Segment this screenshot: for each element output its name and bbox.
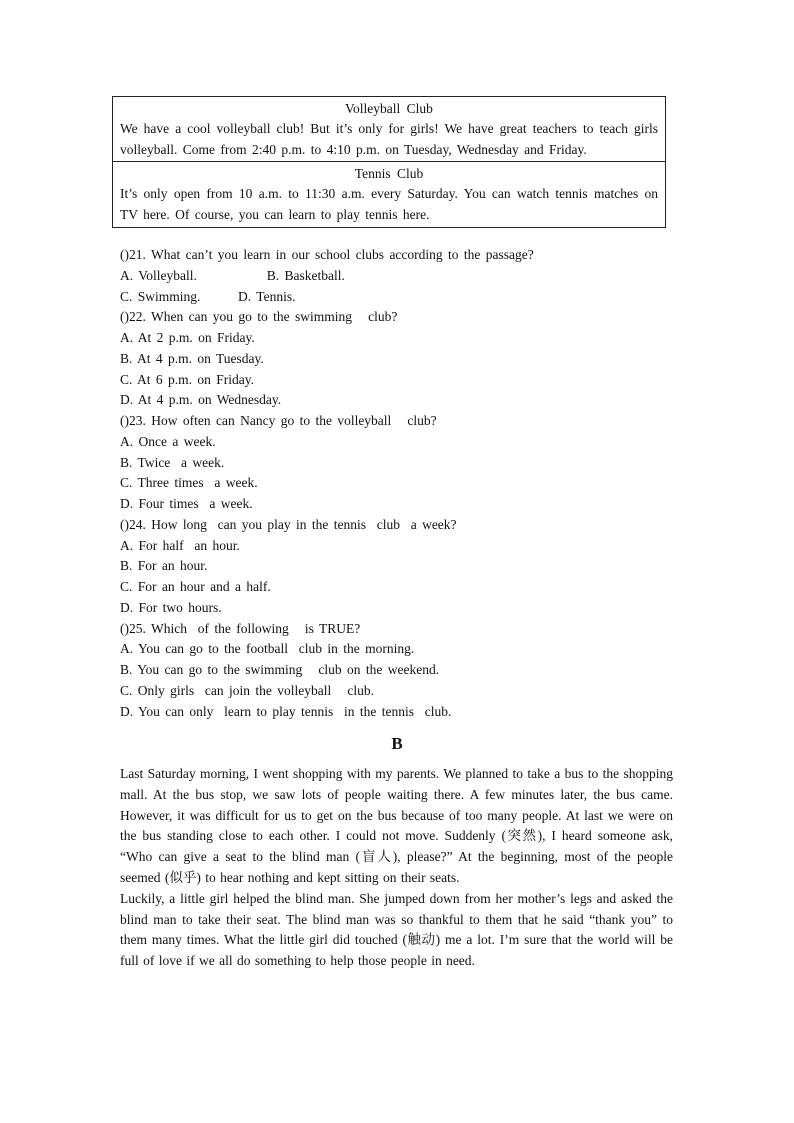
question-22-option: C. At 6 p.m. on Friday. (120, 371, 255, 387)
question-25-option: A. You can go to the football club in the morning. (120, 641, 415, 657)
question-22-stem: ()22. When can you go to the swimming club? (120, 309, 398, 325)
question-23-option: B. Twice a week. (120, 454, 225, 470)
question-23-stem: ()23. How often can Nancy go to the volleyball club? (120, 413, 437, 428)
club-title: Volleyball Club (345, 101, 433, 116)
question-23-option: C. Three times a week. (120, 475, 258, 491)
question-24-option: D. For two hours. (120, 599, 222, 615)
section-b-heading: B (391, 734, 403, 753)
question-22-option: B. At 4 p.m. on Tuesday. (120, 350, 264, 366)
question-25-stem: ()25. Which of the following is TRUE? (120, 620, 361, 636)
question-23-option: A. Once a week. (120, 433, 216, 449)
passage-paragraph: Last Saturday morning, I went shopping with my parents. We planned to take a bus to the shopping mall. At the bus stop, we saw lots of people waiting there. A few minutes later, the bus came. However, it was difficult for us to get on the bus because of too many people. At last we were on the bus standing close to each other. I could not move. Suddenly (突然), I heard someone ask, “Who can give a seat to the blind man (盲人), please?” At the beginning, most of the people seemed (似乎) to hear nothing and kept sitting on their seats. (120, 766, 673, 885)
question-21-stem: ()21. What can’t you learn in our school clubs according to the passage? (120, 247, 534, 262)
question-24-option: B. For an hour. (120, 558, 208, 574)
passage-paragraph: Luckily, a little girl helped the blind man. She jumped down from her mother’s legs and asked the blind man to take their seat. The blind man was so thankful to them that he said “thank you” to them many times. What the little girl did touched (触动) me a lot. I’m sure that the world will be full of love if we all do something to help those people in need. (120, 890, 673, 969)
club-description: It’s only open from 10 a.m. to 11:30 a.m. every Saturday. You can watch tennis matches on TV here. Of course, you can learn to play tennis here. (120, 186, 658, 223)
question-list (120, 245, 680, 722)
tennis-club-block (113, 162, 665, 226)
question-25-option: B. You can go to the swimming club on the weekend. (120, 662, 440, 677)
club-title: Tennis Club (354, 166, 424, 182)
clubs-info-table (112, 96, 666, 228)
question-23-option: D. Four times a week. (120, 496, 253, 511)
question-22-option: D. At 4 p.m. on Wednesday. (120, 392, 282, 408)
question-24-stem: ()24. How long can you play in the tennis club a week? (120, 516, 457, 532)
question-21-option: C. Swimming. D. Tennis. (120, 288, 296, 304)
question-22-option: A. At 2 p.m. on Friday. (120, 330, 255, 345)
question-24-option: C. For an hour and a half. (120, 579, 271, 594)
question-24-option: A. For half an hour. (120, 537, 240, 553)
reading-passage-b (120, 764, 673, 972)
club-description: We have a cool volleyball club! But it’s only for girls! We have great teachers to teach girls volleyball. Come from 2:40 p.m. to 4:10 p.m. on Tuesday, Wednesday and Friday. (120, 121, 658, 157)
question-25-option: D. You can only learn to play tennis in the tennis club. (120, 703, 452, 719)
question-21-option: A. Volleyball. B. Basketball. (120, 267, 345, 283)
question-25-option: C. Only girls can join the volleyball club. (120, 682, 374, 698)
volleyball-club-block (113, 97, 665, 162)
